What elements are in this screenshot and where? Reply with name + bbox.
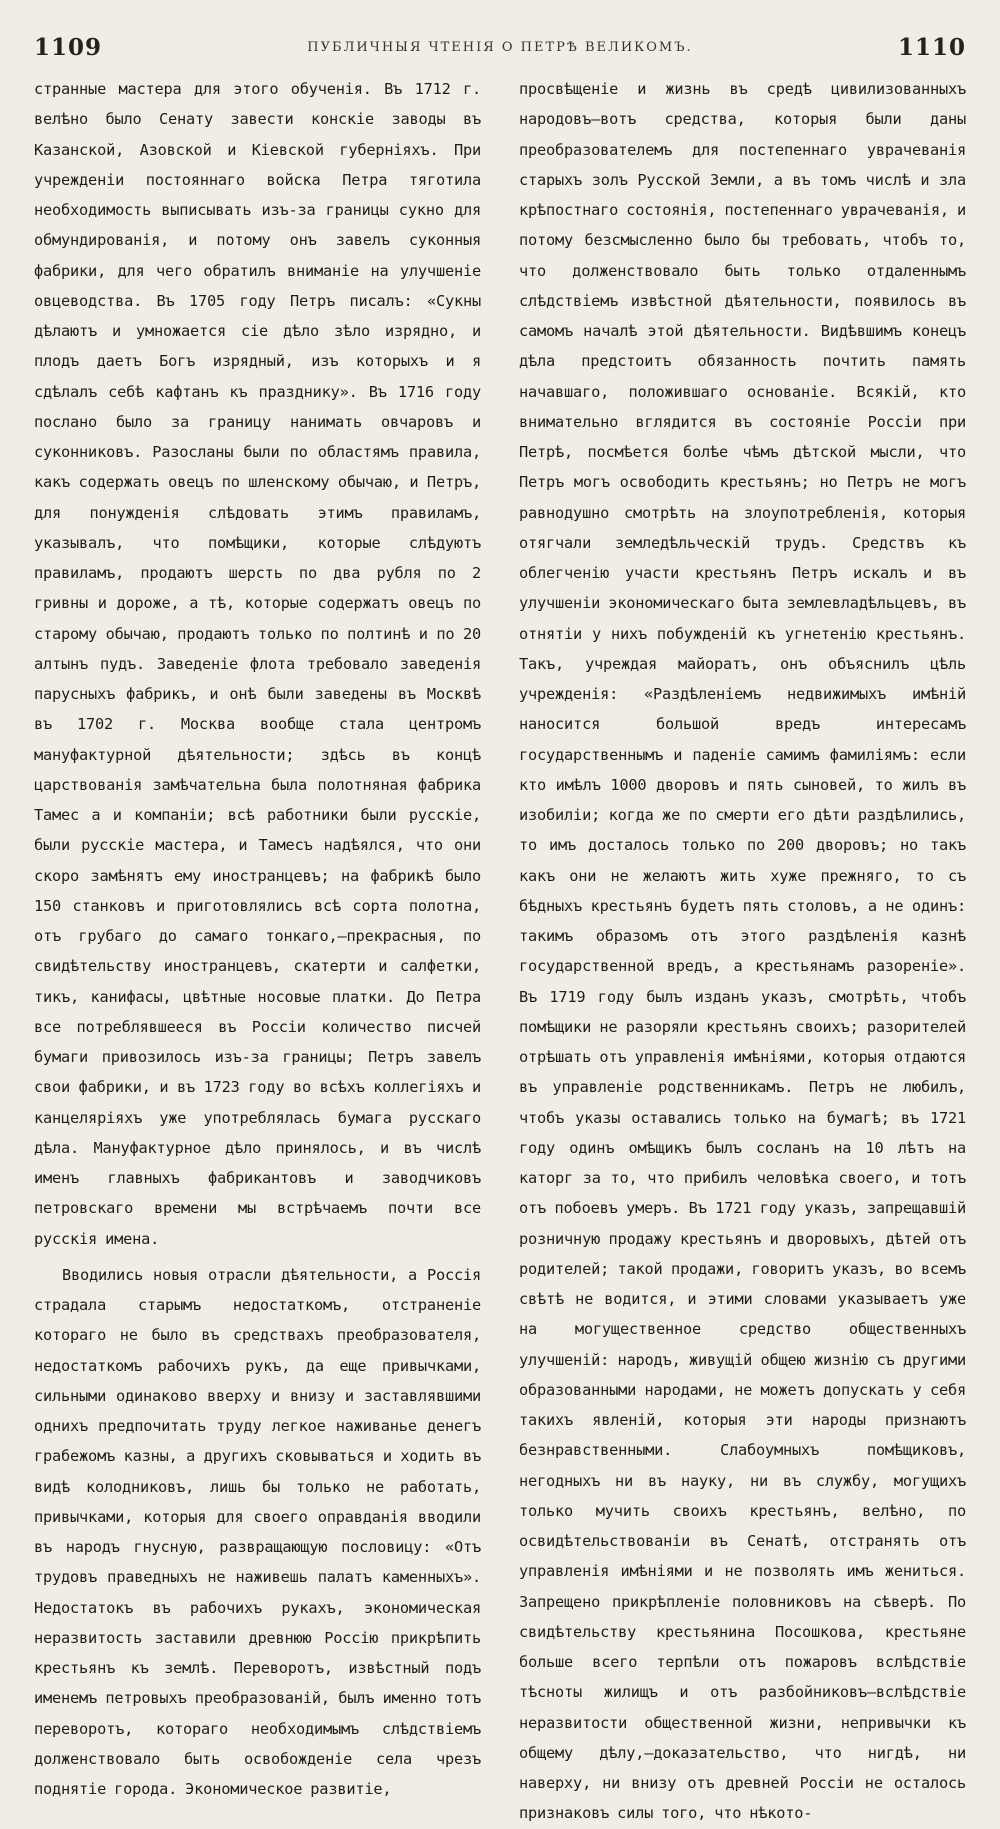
right-page-number: 1110 (897, 33, 966, 61)
page-header (34, 32, 966, 62)
left-paragraph-2: Вводились новыя отрасли дѣятельности, а Россія страдала старымъ недостаткомъ, отстраненіе котораго не было въ средствахъ преобразователя, недостаткомъ рабочихъ рукъ, да еще привычками, сильными одинаково вверху и внизу и заставлявшими однихъ предпочитать труду легкое наживанье денегъ грабежомъ казны, а другихъ сковываться и ходить въ видѣ колодниковъ, лишь бы только не работать, привычками, которыя для своего оправданія вводили въ народъ гнусную, развращающую пословицу: «Отъ трудовъ праведныхъ не наживешь палатъ каменныхъ». Недостатокъ въ рабочихъ рукахъ, экономическая неразвитость заставили древнюю Россію прикрѣпить крестьянъ къ землѣ. Переворотъ, извѣстный подъ именемъ петровыхъ преобразованій, былъ именно тотъ переворотъ, котораго необходимымъ слѣдствіемъ долженствовало быть освобожденіе села чрезъ поднятіе города. Экономическое развитіе, (34, 1265, 481, 1798)
right-paragraph-1: просвѣщеніе и жизнь въ средѣ цивилизованныхъ народовъ—вотъ средства, которыя были даны преобразователемъ для постепеннаго уврачеванія старыхъ золъ Русской Земли, а въ томъ числѣ и зла крѣпостнаго состоянія, постепеннаго уврачеванія, и потому безсмысленно было бы требовать, чтобъ то, что долженствовало быть только отдаленнымъ слѣдствіемъ извѣстной дѣятельности, появилось въ самомъ началѣ этой дѣятельности. Видѣвшимъ конецъ дѣла предстоитъ обязанность почтить память начавшаго, положившаго основаніе. Всякій, кто внимательно вглядится въ состояніе Россіи при Петрѣ, посмѣется болѣе чѣмъ дѣтской мысли, что Петръ могъ освободить крестьянъ; но Петръ не могъ равнодушно смотрѣть на злоупотребленія, которыя отягчали земледѣльческій трудъ. Средствъ къ облегченію участи крестьянъ Петръ искалъ и въ улучшеніи экономическаго быта землевладѣльцевъ, въ отнятіи у нихъ побужденій къ угнетенію крестьянъ. Такъ, учреждая майоратъ, онъ объяснилъ цѣль учрежденія: «Раздѣленіемъ недвижимыхъ имѣній наносится большой вредъ интересамъ государственнымъ и паденіе самимъ фамиліямъ: если кто имѣлъ 1000 дворовъ и пять сыновей, то жилъ въ изобиліи; когда же по смерти его дѣти раздѣлились, то имъ досталось только по 200 дворовъ; но такъ какъ они не желаютъ жить хуже прежняго, то съ бѣдныхъ крестьянъ будетъ пять столовъ, а не одинъ: такимъ образомъ отъ этого раздѣленія казнѣ государственной вредъ, а крестьянамъ разореніе». Въ 1719 году былъ изданъ указъ, смотрѣть, чтобъ помѣщики не разоряли крестьянъ своихъ; разорителей отрѣшать отъ управленія имѣніями, которыя отдаются въ управленіе родственникамъ. Петръ не любилъ, чтобъ указы оставались только на бумагѣ; въ 1721 году одинъ омѣщикъ былъ сосланъ на 10 лѣтъ на каторг за то, что прибилъ человѣка своего, и тотъ отъ побоевъ умеръ. Въ 1721 году указъ, запрещавшій розничную продажу крестьянъ и дворовыхъ, дѣтей отъ родителей; такой продажи, говоритъ указъ, во всемъ свѣтѣ не водится, и этими словами указываетъ уже на могущественное средство общественныхъ улучшеній: народъ, живущій общею жизнію съ другими образованными народами, не можетъ допускать у себя такихъ явленій, которыя эти народы признаютъ безнравственными. Слабоумныхъ помѣщиковъ, негодныхъ ни въ науку, ни въ службу, могущихъ только мучить своихъ крестьянъ, велѣно, по освидѣтельствованіи въ Сенатѣ, отстранять отъ управленія имѣніями и не позволять имъ жениться. Запрещено прикрѣпленіе половниковъ на сѣверѣ. По свидѣтельству крестьянина Посошкова, крестьяне больше всего терпѣли отъ пожаровъ вслѣдствіе тѣсноты жилищъ и отъ разбойниковъ—вслѣдствіе неразвитости общественной жизни, непривычки къ общему дѣлу,—доказательство, что нигдѣ, ни наверху, ни внизу отъ древней Россіи не осталось признаковъ силы того, что нѣкото- (519, 80, 966, 1823)
text-columns (34, 74, 966, 1823)
right-column (519, 74, 966, 1823)
left-paragraph-1: странные мастера для этого обученія. Въ 1712 г. велѣно было Сенату завести конскіе заводы въ Казанской, Азовской и Кіевской губерніяхъ. При учрежденіи постояннаго войска Петра тяготила необходимость выписывать изъ-за границы сукно для обмундированія, и потому онъ завелъ суконныя фабрики, для чего обратилъ вниманіе на улучшеніе овцеводства. Въ 1705 году Петръ писалъ: «Сукны дѣлаютъ и умножается сіе дѣло зѣло изрядно, и плодъ даетъ Богъ изрядный, изъ которыхъ и я сдѣлалъ себѣ кафтанъ къ празднику». Въ 1716 году послано было за границу нанимать овчаровъ и суконниковъ. Разосланы были по областямъ правила, какъ содержать овецъ по шленскому обычаю, и Петръ, для понужденія слѣдовать этимъ правиламъ, указывалъ, что помѣщики, которые слѣдуютъ правиламъ, продаютъ шерсть по два рубля по 2 гривны и дороже, а тѣ, которые содержатъ овецъ по старому обычаю, продаютъ только по полтинѣ и по 20 алтынъ пудъ. Заведеніе флота требовало заведенія парусныхъ фабрикъ, и онѣ были заведены въ Москвѣ въ 1702 г. Москва вообще стала центромъ мануфактурной дѣятельности; здѣсь въ концѣ царствованія замѣчательна была полотняная фабрика Тамес а и компаніи; всѣ работники были русскіе, были русскіе мастера, и Тамесъ надѣялся, что они скоро замѣнятъ ему иностранцевъ; на фабрикѣ было 150 станковъ и приготовлялись всѣ сорта полотна, отъ грубаго до самаго тонкаго,—прекрасныя, по свидѣтельству иностранцевъ, скатерти и салфетки, тикъ, канифасы, цвѣтные носовые платки. До Петра все потреблявшееся въ Россіи количество писчей бумаги привозилось изъ-за границы; Петръ завелъ свои фабрики, и въ 1723 году во всѣхъ коллегіяхъ и канцеляріяхъ уже употреблялась бумага русскаго дѣла. Мануфактурное дѣло принялось, и въ числѣ именъ главныхъ фабрикантовъ и заводчиковъ петровскаго времени мы встрѣчаемъ почти все русскія имена. (34, 80, 481, 1248)
left-column (34, 74, 481, 1798)
left-page-number: 1109 (34, 33, 103, 61)
running-title: ПУБЛИЧНЫЯ ЧТЕНІЯ О ПЕТРѢ ВЕЛИКОМЪ. (307, 39, 693, 55)
